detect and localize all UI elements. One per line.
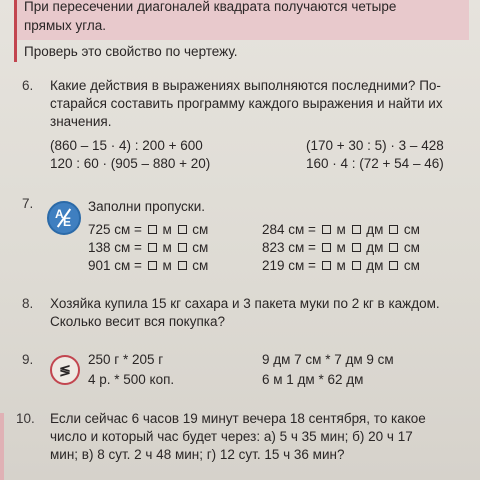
task-10-line-2: число и который час будет через: а) 5 ч 35 мин; б) 20 ч 17 — [50, 429, 413, 444]
task-8-line-2: Сколько весит вся покупка? — [50, 314, 225, 329]
task-10-marker — [0, 413, 4, 480]
task-6-expression-3: 120 : 60 · (905 – 880 + 20) — [50, 156, 211, 171]
check-note-marker — [14, 40, 17, 62]
compare-icon: ≶ — [50, 355, 80, 385]
blank-box[interactable] — [178, 225, 187, 234]
letters-badge-icon: А Е — [47, 201, 81, 235]
task-9-number: 9. — [22, 352, 34, 367]
task-7-right-row-3: 219 см = м дм см — [262, 258, 420, 273]
blank-box[interactable] — [148, 243, 157, 252]
blank-box[interactable] — [389, 243, 398, 252]
task-7-right-row-1: 284 см = м дм см — [262, 222, 420, 237]
task-6-line-1: Какие действия в выражениях выполняются последними? По- — [50, 78, 441, 93]
task-6-line-3: значения. — [50, 114, 112, 129]
rule-text — [24, 0, 464, 35]
task-9-item-a: 250 г * 205 г — [88, 352, 164, 367]
task-7-left-row-2: 138 см = м см — [88, 240, 209, 255]
task-7-number: 7. — [22, 196, 34, 211]
blank-box[interactable] — [389, 261, 398, 270]
task-6-line-2: старайся составить программу каждого выражения и найти их — [50, 96, 443, 111]
task-7-right-row-2: 823 см = м дм см — [262, 240, 420, 255]
blank-box[interactable] — [322, 225, 331, 234]
task-8-line-1: Хозяйка купила 15 кг сахара и 3 пакета муки по 2 кг в каждом. — [50, 296, 440, 311]
blank-box[interactable] — [148, 225, 157, 234]
task-9-item-d: 6 м 1 дм * 62 дм — [262, 372, 364, 387]
task-7-left-row-3: 901 см = м см — [88, 258, 209, 273]
blank-box[interactable] — [389, 225, 398, 234]
task-9-item-c: 9 дм 7 см * 7 дм 9 см — [262, 352, 394, 367]
blank-box[interactable] — [352, 261, 361, 270]
blank-box[interactable] — [178, 243, 187, 252]
task-6-number: 6. — [22, 78, 34, 93]
task-6-expression-2: (170 + 30 : 5) · 3 – 428 — [306, 138, 444, 153]
task-7-left-row-1: 725 см = м см — [88, 222, 209, 237]
task-6-expression-1: (860 – 15 · 4) : 200 + 600 — [50, 138, 203, 153]
blank-box[interactable] — [148, 261, 157, 270]
task-10-number: 10. — [16, 411, 35, 426]
blank-box[interactable] — [322, 243, 331, 252]
task-7-title: Заполни пропуски. — [88, 199, 205, 214]
check-note: Проверь это свойство по чертежу. — [24, 44, 238, 59]
blank-box[interactable] — [178, 261, 187, 270]
task-10-line-1: Если сейчас 6 часов 19 минут вечера 18 сентября, то какое — [50, 411, 426, 426]
blank-box[interactable] — [322, 261, 331, 270]
task-8-number: 8. — [22, 296, 34, 311]
rule-line-2: прямых угла. — [24, 18, 106, 33]
blank-box[interactable] — [352, 243, 361, 252]
task-10-line-3: мин; в) 8 сут. 2 ч 48 мин; г) 12 сут. 15 ч 36 мин? — [50, 447, 345, 462]
blank-box[interactable] — [352, 225, 361, 234]
rule-line-1: При пересечении диагоналей квадрата получаются четыре — [24, 0, 397, 14]
task-9-item-b: 4 р. * 500 коп. — [88, 372, 175, 387]
task-6-expression-4: 160 · 4 : (72 + 54 – 46) — [306, 156, 444, 171]
